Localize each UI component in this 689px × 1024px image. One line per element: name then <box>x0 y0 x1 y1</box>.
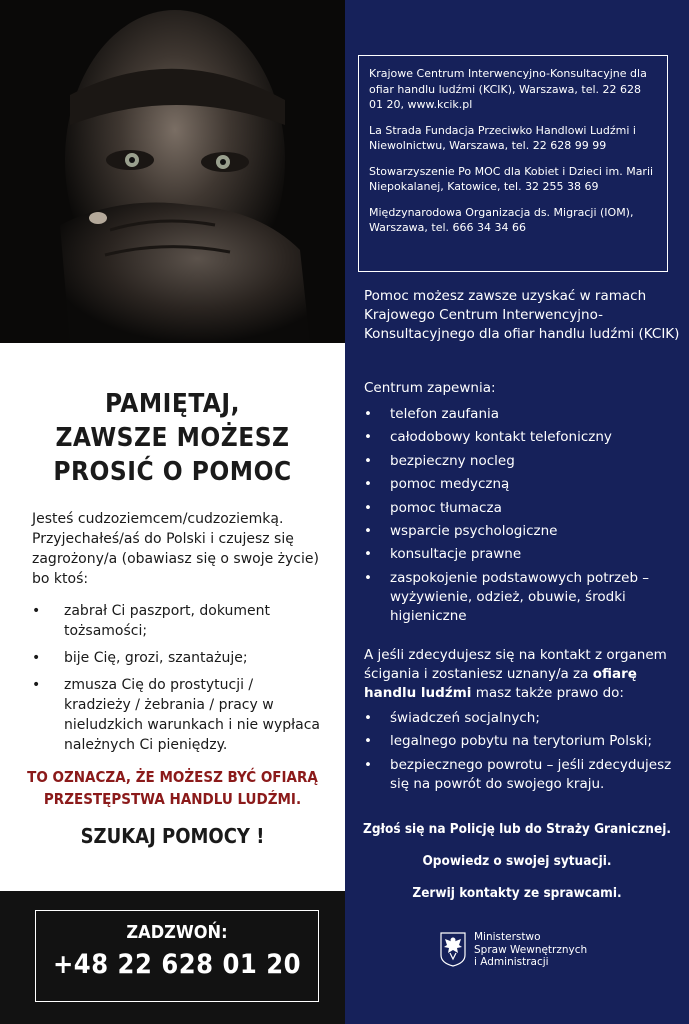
list-item: • legalnego pobytu na terytorium Polski; <box>364 732 674 751</box>
list-item: • zaspokojenie podstawowych potrzeb – wyżywienie, odzież, obuwie, środki higieniczne <box>364 569 674 626</box>
cta-line-1: Zgłoś się na Policję lub do Straży Granicznej. <box>363 821 671 837</box>
center-heading: Centrum zapewnia: <box>364 380 496 396</box>
cta-line-3: Zerwij kontakty ze sprawcami. <box>412 885 622 901</box>
frightened-man-photo-icon <box>0 0 345 343</box>
call-box <box>35 910 319 1002</box>
rights-intro-part-2: masz także prawo do: <box>475 685 624 701</box>
ministry-name <box>474 931 604 969</box>
list-item: • świadczeń socjalnych; <box>364 709 674 728</box>
rights-intro-part-1: A jeśli zdecydujesz się na kontakt z organem ścigania i zostaniesz uznany/a za <box>364 647 667 682</box>
list-item: • bezpiecznego powrotu – jeśli zdecydujesz się na powrót do swojego kraju. <box>364 756 674 794</box>
organization-entry: Krajowe Centrum Interwencyjno-Konsultacyjne dla ofiar handlu ludźmi (KCIK), Warszawa, tel. 22 628 01 20, www.kcik.pl <box>369 67 647 111</box>
organizations-box <box>358 55 668 272</box>
organization-entry: La Strada Fundacja Przeciwko Handlowi Ludźmi i Niewolnictwu, Warszawa, tel. 22 628 99 99 <box>369 123 636 152</box>
warning-line-1: TO OZNACZA, ŻE MOŻESZ BYĆ OFIARĄ <box>27 768 318 786</box>
rights-list <box>364 709 674 798</box>
hotline-number: +48 22 628 01 20 <box>52 949 302 980</box>
list-item: • pomoc tłumacza <box>364 499 674 518</box>
organization-entry: Międzynarodowa Organizacja ds. Migracji (IOM), Warszawa, tel. 666 34 34 66 <box>369 205 634 234</box>
list-item: • zmusza Cię do prostytucji / kradzieży / żebrania / pracy w nieludzkich warunkach i nie wypłaca należnych Ci pieniędzy. <box>32 675 322 755</box>
organization-entry: Stowarzyszenie Po MOC dla Kobiet i Dzieci im. Marii Niepokalanej, Katowice, tel. 32 255 38 69 <box>369 164 654 193</box>
list-item: • całodobowy kontakt telefoniczny <box>364 428 674 447</box>
list-item: • pomoc medyczną <box>364 475 674 494</box>
ministry-logo <box>439 931 588 971</box>
list-item: • telefon zaufania <box>364 405 674 424</box>
ministry-line-3: i Administracji <box>474 956 549 968</box>
list-item: • zabrał Ci paszport, dokument tożsamości; <box>32 601 322 641</box>
warning-line-2: PRZESTĘPSTWA HANDLU LUDŹMI. <box>43 790 302 808</box>
list-item: • bezpieczny nocleg <box>364 452 674 471</box>
list-item: • wsparcie psychologiczne <box>364 522 674 541</box>
headline-line-2: ZAWSZE MOŻESZ <box>55 423 290 453</box>
warning-text <box>0 766 345 810</box>
polish-eagle-emblem-icon <box>439 931 467 967</box>
ministry-line-2: Spraw Wewnętrznych <box>474 943 588 956</box>
headline-line-3: PROSIĆ O POMOC <box>53 457 292 487</box>
cta-line-2: Opowiedz o swojej sytuacji. <box>422 853 612 869</box>
right-column <box>345 0 689 1024</box>
intro-text: Jesteś cudzoziemcem/cudzoziemką. Przyjechałeś/aś do Polski i czujesz się zagrożony/a (obawiasz się o swoje życie) bo ktoś: <box>32 511 319 587</box>
hero-photo <box>0 0 345 343</box>
rights-intro-bold: ofiarę handlu ludźmi <box>364 666 637 701</box>
threat-list <box>32 601 322 762</box>
call-label: ZADZWOŃ: <box>126 922 228 943</box>
rights-intro <box>364 646 682 703</box>
seek-help-text: SZUKAJ POMOCY ! <box>80 824 265 848</box>
ministry-line-1: Ministerstwo <box>474 931 541 943</box>
headline-line-1: PAMIĘTAJ, <box>105 389 240 419</box>
list-item: • bije Cię, grozi, szantażuje; <box>32 648 322 668</box>
center-services-list <box>364 405 674 630</box>
help-text: Pomoc możesz zawsze uzyskać w ramach Krajowego Centrum Interwencyjno-Konsultacyjnego dla ofiar handlu ludźmi (KCIK) <box>364 288 680 342</box>
list-item: • konsultacje prawne <box>364 545 674 564</box>
headline <box>0 387 345 489</box>
